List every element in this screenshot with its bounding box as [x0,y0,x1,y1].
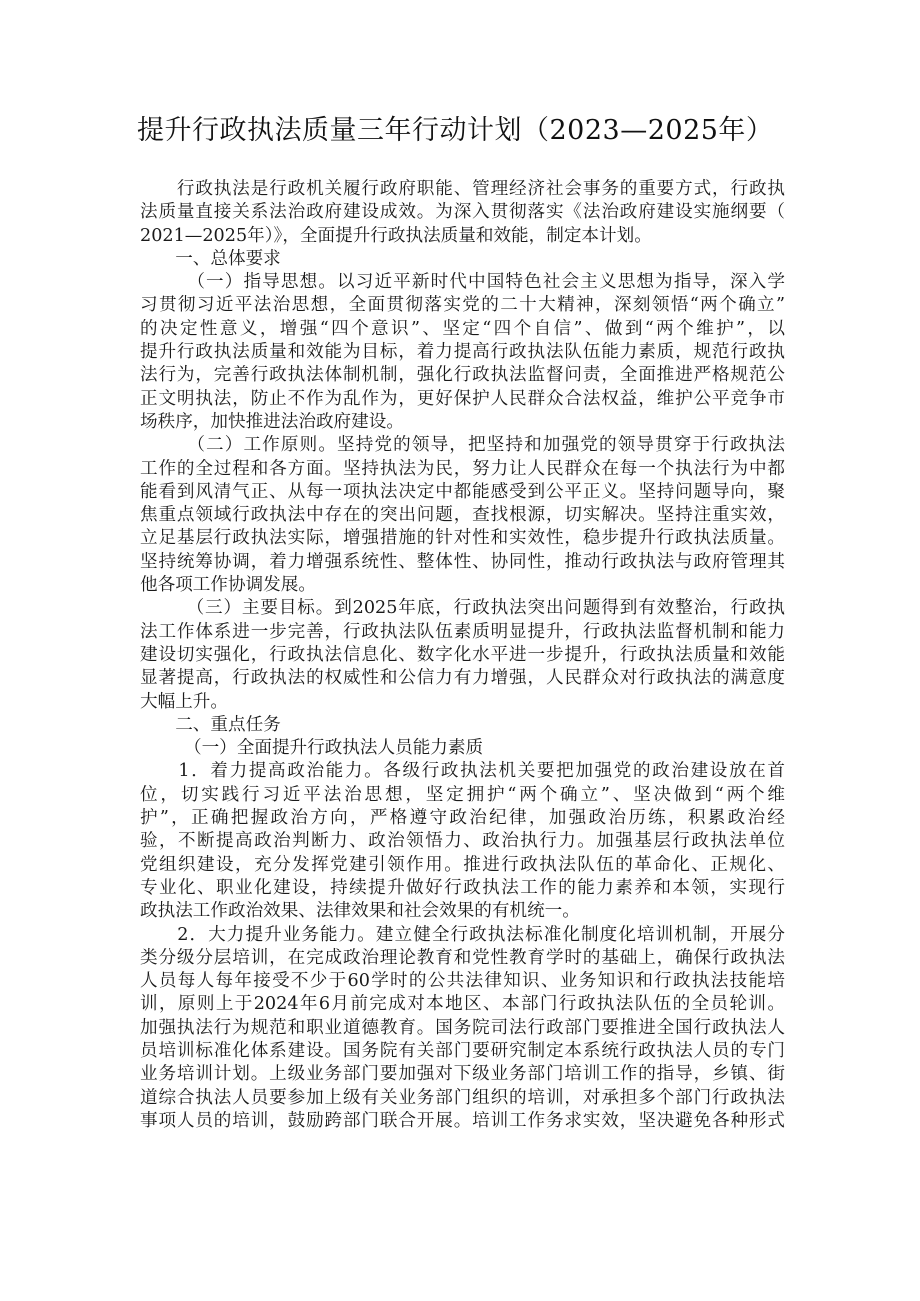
text-line: 2．大力提升业务能力。建立健全行政执法标准化制度化培训机制，开展分 [140,924,785,945]
text-line: 行政执法是行政机关履行政府职能、管理经济社会事务的重要方式，行政执 [140,179,785,199]
text-line: 立足基层行政执法实际，增强措施的针对性和实效性，稳步提升行政执法质量。 [140,528,785,549]
text-line: （一）指导思想。以习近平新时代中国特色社会主义思想为指导，深入学 [140,272,785,293]
text-line: 正文明执法，防止不作为乱作为，更好保护人民群众合法权益，维护公平竞争市 [140,388,785,409]
text-line: 事项人员的培训，鼓励跨部门联合开展。培训工作务求实效，坚决避免各种形式 [140,1110,785,1131]
text-line: 大幅上升。 [140,691,228,712]
document-body [140,178,785,1133]
text-line: 道综合执法人员要参加上级有关业务部门组织的培训，对承担多个部门行政执法 [140,1087,785,1108]
text-line: 位，切实践行习近平法治思想，坚定拥护“两个确立”、坚决做到“两个维 [140,784,785,805]
text-line: 验，不断提高政治判断力、政治领悟力、政治执行力。加强基层行政执法单位 [140,831,785,852]
text-line: （三）主要目标。到2025年底，行政执法突出问题得到有效整治，行政执 [140,598,785,619]
text-line: 2021—2025年）》，全面提升行政执法质量和效能，制定本计划。 [140,225,652,246]
text-line: 二、重点任务 [140,714,281,735]
text-line: 一、总体要求 [140,248,281,269]
text-line: 焦重点领域行政执法中存在的突出问题，查找根源，切实解决。坚持注重实效， [140,505,785,526]
text-line: 1．着力提高政治能力。各级行政执法机关要把加强党的政治建设放在首 [140,761,785,782]
text-line: 能看到风清气正、从每一项执法决定中都能感受到公平正义。坚持问题导向，聚 [140,481,785,502]
text-line: 类分级分层培训，在完成政治理论教育和党性教育学时的基础上，确保行政执法 [140,947,785,968]
text-line: 政执法工作政治效果、法律效果和社会效果的有机统一。 [140,901,580,922]
text-line: 业务培训计划。上级业务部门要加强对下级业务部门培训工作的指导，乡镇、街 [140,1064,785,1085]
text-line: 显著提高，行政执法的权威性和公信力有力增强，人民群众对行政执法的满意度 [140,668,785,689]
text-line: 训，原则上于2024年6月前完成对本地区、本部门行政执法队伍的全员轮训。 [140,994,785,1015]
document-title: 提升行政执法质量三年行动计划（2023—2025年） [137,115,774,146]
text-line: 法行为，完善行政执法体制机制，强化行政执法监督问责，全面推进严格规范公 [140,365,785,386]
text-line: 法质量直接关系法治政府建设成效。为深入贯彻落实《法治政府建设实施纲要（ [140,202,785,223]
text-line: （二）工作原则。坚持党的领导，把坚持和加强党的领导贯穿于行政执法 [140,435,785,456]
text-line: 加强执法行为规范和职业道德教育。国务院司法行政部门要推进全国行政执法人 [140,1017,785,1038]
text-line: 工作的全过程和各方面。坚持执法为民，努力让人民群众在每一个执法行为中都 [140,458,785,479]
text-line: 的决定性意义，增强“四个意识”、坚定“四个自信”、做到“两个维护”，以 [140,318,785,339]
text-line: 建设切实强化，行政执法信息化、数字化水平进一步提升，行政执法质量和效能 [140,644,785,665]
text-line: 习贯彻习近平法治思想，全面贯彻落实党的二十大精神，深刻领悟“两个确立” [140,295,785,316]
text-line: 专业化、职业化建设，持续提升做好行政执法工作的能力素养和本领，实现行 [140,877,785,898]
text-line: 提升行政执法质量和效能为目标，着力提高行政执法队伍能力素质，规范行政执 [140,342,785,363]
text-line: （一）全面提升行政执法人员能力素质 [140,738,484,759]
text-line: 法工作体系进一步完善，行政执法队伍素质明显提升，行政执法监督机制和能力 [140,621,785,642]
text-line: 坚持统筹协调，着力增强系统性、整体性、协同性，推动行政执法与政府管理其 [140,551,785,572]
text-line: 场秩序，加快推进法治政府建设。 [140,411,404,432]
text-line: 党组织建设，充分发挥党建引领作用。推进行政执法队伍的革命化、正规化、 [140,854,785,875]
text-line: 员培训标准化体系建设。国务院有关部门要研究制定本系统行政执法人员的专门 [140,1040,785,1061]
text-line: 护”，正确把握政治方向，严格遵守政治纪律，加强政治历练，积累政治经 [140,808,785,829]
text-line: 他各项工作协调发展。 [140,575,316,596]
text-line: 人员每人每年接受不少于60学时的公共法律知识、业务知识和行政执法技能培 [140,971,785,992]
